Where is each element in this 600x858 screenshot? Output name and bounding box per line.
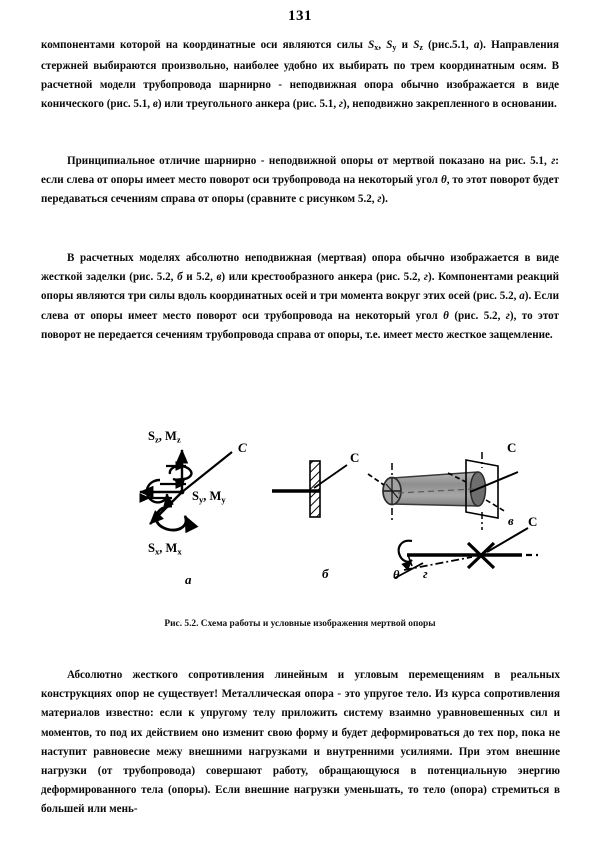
label-mz: M: [165, 429, 177, 443]
panel-g-axis-label: C: [528, 514, 538, 529]
panel-g-caption: г: [423, 567, 428, 581]
panel-g-diagram: [393, 514, 538, 582]
svg-text:Sx, Mx: $S_x$, $M_x$: [148, 541, 182, 557]
label-sy: S: [192, 489, 199, 503]
label-sz: S: [148, 429, 155, 443]
symbol-sx: S: [368, 39, 375, 51]
para-third-part4: ). Компонентами реакций опоры являются три силы вдоль координатных осей и три момента вокруг этих осей (рис. 5.2,: [41, 271, 559, 303]
panel-a-axis-label: C: [238, 440, 247, 455]
para-bottom-rest: Металлическая опора - это упругое тело. Из курса сопротивления материалов известно: если к упругому телу приложить систему взаимно уравновешенных сил и моментов, то под их действием оно изменит свою форму и будет деформироваться до тех пор, пока не наступит равновесие межу внешними нагрузками и внутренними усилиями. При этом внешние нагрузки (от трубопровода) совершают работу, обращающуюся в потенциальную энергию деформированного тела (опоры). Если внешние нагрузки уменьшать, то тело (опора) стремиться в большей или мень-: [41, 688, 560, 816]
panel-v-caption: в: [508, 514, 514, 528]
label-mx: M: [165, 541, 178, 555]
para-third-part7: ), то этот поворот не передается сечениям трубопровода справа от опоры, т.е. имеет место жесткое защемление.: [41, 309, 559, 341]
label-my: M: [209, 489, 222, 503]
para-mid-part1: Принципиальное отличие шарнирно - неподвижной опоры от мертвой показано на рис. 5.1,: [67, 155, 552, 167]
ref-italic-v2: в: [216, 271, 222, 284]
ref-italic-a: а: [473, 39, 480, 51]
panel-b-caption: б: [322, 566, 329, 581]
label-sx-sub: x: [154, 546, 160, 557]
ref-italic-g3: г: [377, 193, 382, 206]
paragraph-top-text: [41, 36, 559, 115]
panel-v-axis-label: C: [507, 440, 517, 455]
page-number: 131: [288, 8, 312, 24]
para-mid-part4: ).: [381, 193, 388, 206]
label-my-sub: y: [221, 494, 226, 505]
panel-a-caption: а: [185, 572, 192, 587]
figure-5-2: [0, 400, 600, 650]
symbol-sy: S: [386, 39, 393, 51]
para-top-tail: ). Направления стержней выбираются произвольно, наиболее удобно их выбирать по трем координатным осям. В расчетной модели трубопровода шарнирно - неподвижная опора обычно изображается в виде конического (рис. 5.1,: [41, 39, 559, 111]
panel-a-diagram: [140, 429, 247, 587]
para-mid-part2: : если слева от опоры имеет место поворот оси трубопровода на некоторый угол: [41, 155, 559, 187]
symbol-sz-sub: z: [419, 42, 423, 52]
symbol-theta-1: θ: [440, 174, 447, 187]
paragraph-bottom-text: [41, 666, 560, 820]
para-third-part1: В расчетных моделях абсолютно неподвижная (мертвая) опора обычно изображается в виде жесткой заделки (рис. 5.2,: [41, 252, 559, 284]
para-mid-part3: , то этот поворот будет передаваться сечениям справа от опоры (сравните с рисунком 5.2,: [41, 174, 560, 206]
ref-italic-a2: а: [519, 290, 525, 303]
para-third-part5: ). Если слева от опоры имеет место поворот оси трубопровода на некоторый угол: [41, 290, 559, 322]
paragraph-middle-text: [41, 152, 559, 210]
symbol-sy-sub: y: [392, 42, 397, 52]
para-bottom-lead: Абсолютно жесткого сопротивления линейным и угловым перемещениям в реальных конструкциях опор не существует!: [41, 669, 560, 701]
ref-italic-g2: г: [551, 155, 556, 167]
paragraph-third: [41, 249, 559, 345]
para-third-part3: ) или крестообразного анкера (рис. 5.2,: [221, 271, 424, 284]
svg-text:Sy, My: $S_y$, $M_y$: [192, 489, 226, 505]
label-sy-sub: y: [198, 494, 204, 505]
label-mz-sub: z: [176, 434, 181, 445]
ref-italic-g4: г: [423, 271, 429, 284]
label-mx-sub: x: [177, 546, 182, 557]
para-top-mid1: ,: [378, 39, 387, 51]
label-sz-sub: z: [154, 434, 159, 445]
para-top-tail3: ), неподвижно закрепленного в основании.: [343, 98, 557, 111]
para-third-part2: и 5.2,: [182, 271, 217, 284]
para-third-part6: (рис. 5.2,: [448, 309, 506, 322]
panel-v-diagram: [368, 440, 518, 530]
para-top-prefix: компонентами которой на координатные оси являются силы: [41, 39, 369, 51]
paragraph-top: [41, 36, 559, 115]
symbol-sx-sub: x: [374, 42, 379, 52]
paragraph-bottom: [41, 666, 560, 820]
panel-b-axis-label: C: [350, 450, 360, 465]
label-sx: S: [148, 541, 155, 555]
ref-italic-g: г: [338, 98, 344, 111]
svg-text:Sz, Mz: $S_z$, $M_z$: [148, 429, 181, 445]
symbol-theta-2: θ: [443, 309, 449, 322]
para-top-tail2: ) или треугольного анкера (рис. 5.1,: [157, 98, 339, 111]
paragraph-third-text: [41, 249, 559, 345]
ref-italic-b: б: [177, 271, 183, 284]
para-top-mid2: и: [396, 39, 414, 51]
panel-g-angle-label: θ: [393, 568, 400, 582]
para-top-mid3: (рис.5.1,: [422, 39, 474, 51]
figure-caption: Рис. 5.2. Схема работы и условные изображения мертвой опоры: [164, 619, 436, 629]
ref-italic-g5: г: [505, 309, 510, 322]
paragraph-middle: [41, 152, 559, 210]
panel-b-diagram: [272, 450, 359, 581]
ref-italic-v: в: [152, 98, 158, 111]
symbol-sz: S: [413, 39, 420, 51]
